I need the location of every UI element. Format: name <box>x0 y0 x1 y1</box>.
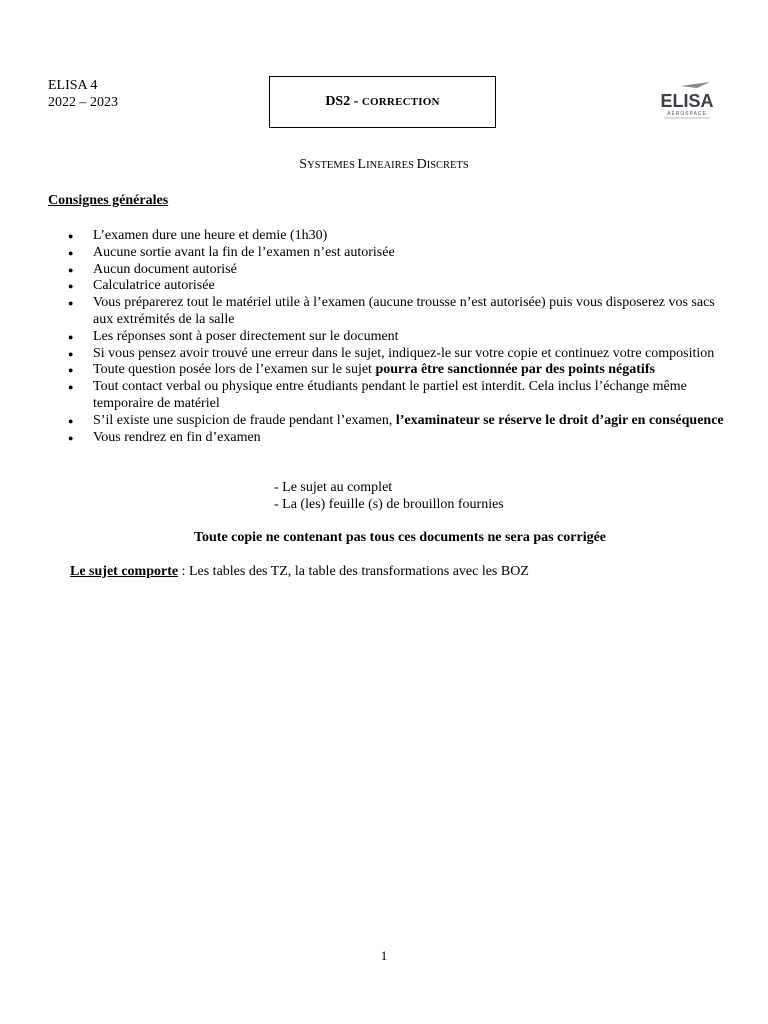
consignes-list <box>48 228 728 446</box>
exam-subtitle: CORRECTION <box>361 96 440 108</box>
school-info <box>48 77 118 111</box>
sub-list-item: - Le sujet au complet <box>274 480 393 495</box>
sub-list-item: - La (les) feuille (s) de brouillon fournies <box>274 497 504 512</box>
list-item <box>48 430 728 447</box>
bullet-icon: ● <box>68 231 74 241</box>
list-item-text: S’il existe une suspicion de fraude pendant l’examen, <box>93 412 396 428</box>
consignes-title: Consignes générales <box>48 193 169 208</box>
list-item <box>48 228 728 245</box>
bullet-icon: ● <box>68 382 74 393</box>
list-item-text: Les réponses sont à poser directement sur le document <box>93 328 399 344</box>
list-item <box>48 329 728 346</box>
page-number: 1 <box>380 948 388 963</box>
list-item <box>48 379 728 413</box>
subject-part-2-small: INEAIRES <box>366 160 417 171</box>
subject-title <box>0 157 768 173</box>
list-item <box>48 262 728 279</box>
bullet-icon: ● <box>68 298 74 309</box>
logo-wing-shape <box>680 82 710 88</box>
list-item-text: Aucun document autorisé <box>93 261 237 277</box>
documents-to-return-list <box>274 479 504 513</box>
list-item-bold: l’examinateur se réserve le droit d’agir en conséquence <box>395 412 724 428</box>
exam-title: DS2 <box>325 94 351 109</box>
list-item <box>48 295 728 329</box>
list-item <box>48 245 728 262</box>
logo-text: ELISA <box>660 91 714 111</box>
list-item-text: Si vous pensez avoir trouvé une erreur dans le sujet, indiquez-le sur votre copie et continuez votre composition <box>93 345 715 361</box>
subject-part-1-small: YSTEMES <box>307 160 358 171</box>
list-item <box>48 413 728 430</box>
list-item-text: L’examen dure une heure et demie (1h30) <box>93 228 328 243</box>
list-item-text: Calculatrice autorisée <box>93 278 215 294</box>
bullet-icon: ● <box>68 415 74 426</box>
list-item-text: Aucune sortie avant la fin de l’examen n’est autorisée <box>93 244 395 260</box>
exam-title-box <box>269 76 496 128</box>
subject-contents-text: : Les tables des TZ, la table des transformations avec les BOZ <box>178 564 529 579</box>
list-item <box>48 362 728 379</box>
list-item-text: Toute question posée lors de l’examen sur le sujet <box>93 362 376 378</box>
bullet-icon: ● <box>68 331 74 342</box>
bullet-icon: ● <box>68 264 74 275</box>
logo-subtext: AEROSPACE <box>667 111 707 117</box>
list-item-text: Vous rendrez en fin d’examen <box>93 429 261 445</box>
subject-contents-label: Le sujet comporte <box>70 564 179 579</box>
subject-contents <box>70 564 529 580</box>
subject-part-3-small: ISCRETS <box>426 160 469 171</box>
bullet-icon: ● <box>68 365 74 376</box>
list-item-text: Tout contact verbal ou physique entre étudiants pendant le partiel est interdit. Cela inclus l’échange même temporaire de matériel <box>93 379 687 411</box>
exam-title-separator: - <box>350 94 362 109</box>
list-item <box>48 278 728 295</box>
subject-part-2-big: L <box>357 157 367 172</box>
subject-part-1-big: S <box>299 157 308 172</box>
list-item-text: Vous préparerez tout le matériel utile à l’examen (aucune trousse n’est autorisée) puis vous disposerez vos sacs aux extrémités de la salle <box>93 295 715 327</box>
bullet-icon: ● <box>68 432 74 443</box>
bullet-icon: ● <box>68 247 74 258</box>
subject-part-3-big: D <box>416 157 427 172</box>
academic-year: 2022 – 2023 <box>48 95 118 110</box>
school-name: ELISA 4 <box>48 78 98 93</box>
bullet-icon: ● <box>68 281 74 292</box>
list-item <box>48 346 728 363</box>
bullet-icon: ● <box>68 348 74 359</box>
warning-statement: Toute copie ne contenant pas tous ces documents ne sera pas corrigée <box>193 530 607 545</box>
elisa-logo <box>652 80 722 124</box>
list-item-bold: pourra être sanctionnée par des points négatifs <box>375 362 655 378</box>
